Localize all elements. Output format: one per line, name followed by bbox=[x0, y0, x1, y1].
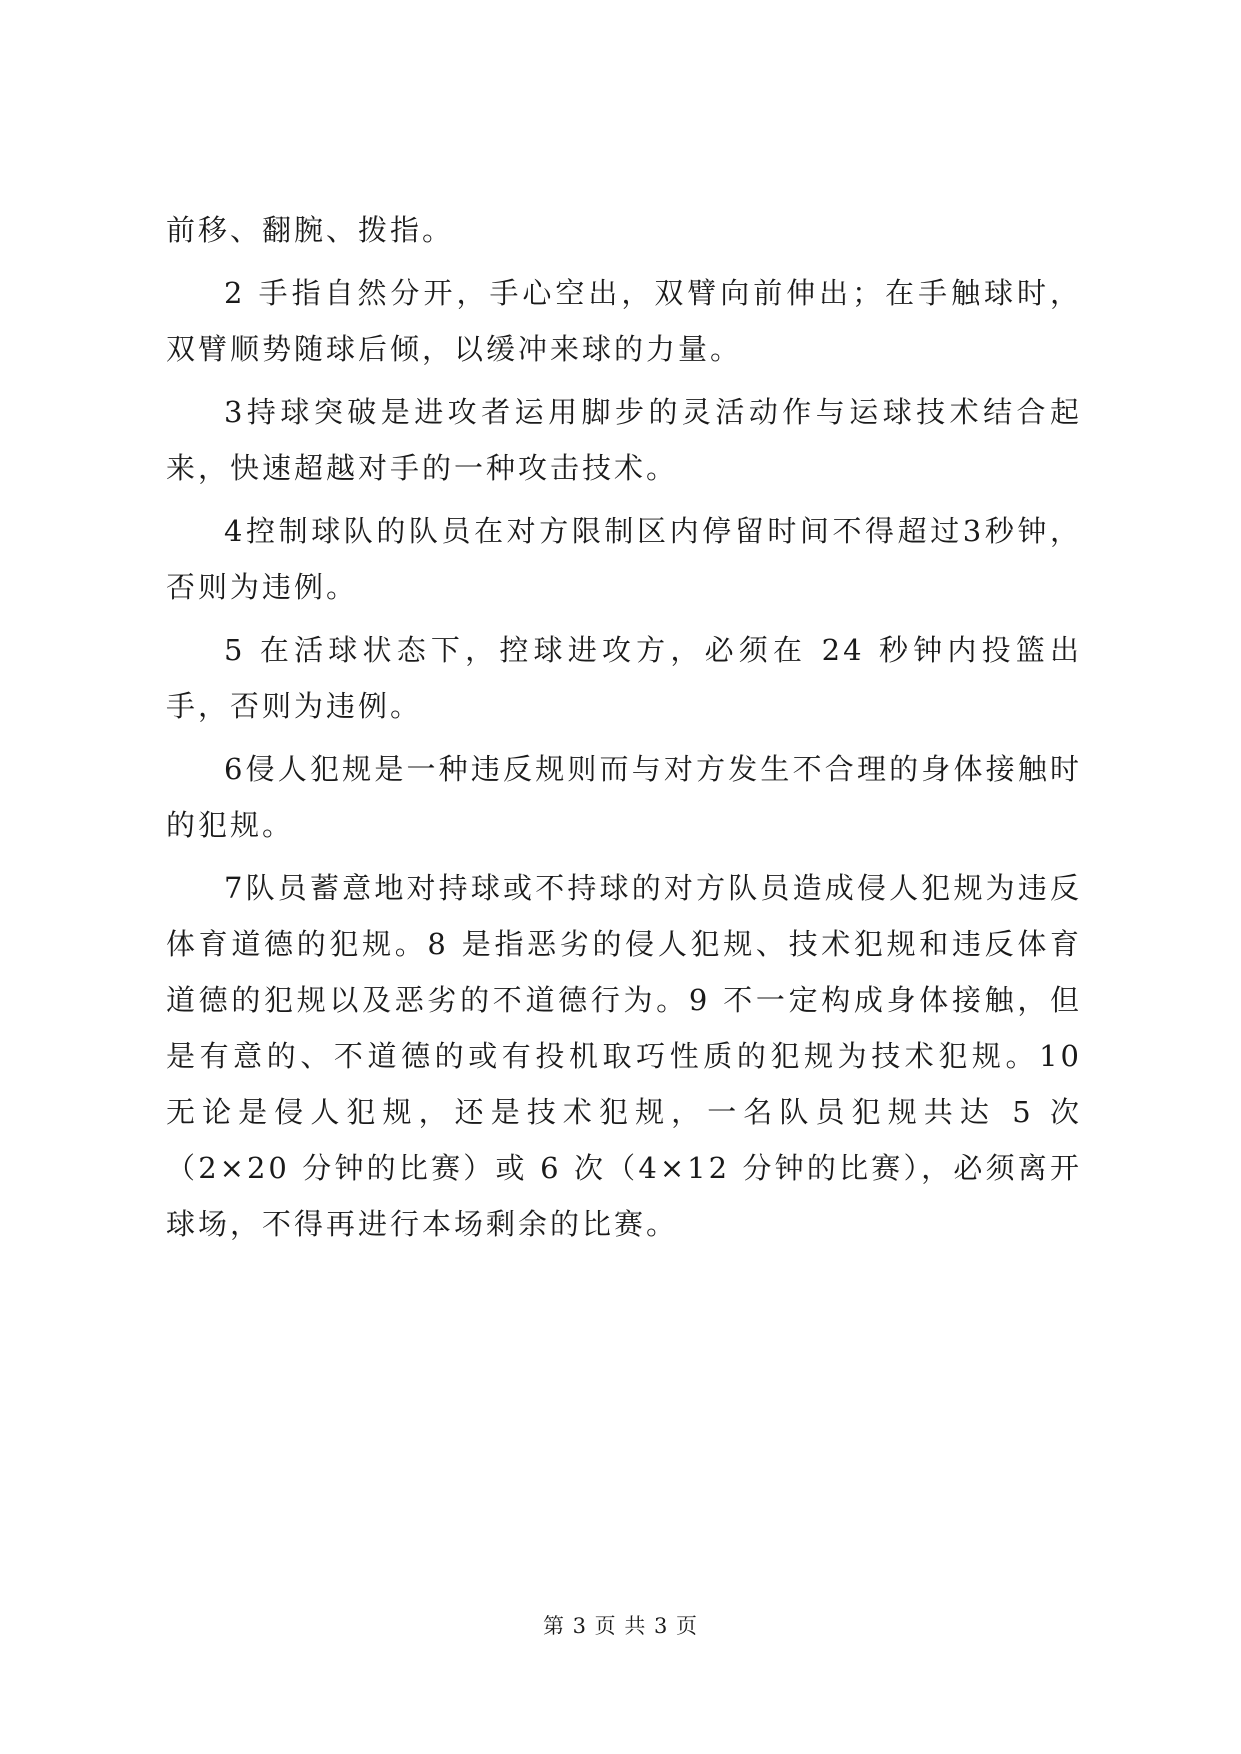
paragraph-5: 5 在活球状态下，控球进攻方，必须在 24 秒钟内投篮出手，否则为违例。 bbox=[166, 633, 1082, 723]
paragraph-7: 7队员蓄意地对持球或不持球的对方队员造成侵人犯规为违反体育道德的犯规。8 是指恶劣的侵人犯规、技术犯规和违反体育道德的犯规以及恶劣的不道德行为。9 不一定构成身体接触，但是有意的、不道德的或有投机取巧性质的犯规为技术犯规。10 无论是侵人犯规，还是技术犯规，一名队员犯规共达 5 次（2×20 分钟的比赛）或 6 次（4×12 分钟的比赛），必须离开球场，不得再进行本场剩余的比赛。 bbox=[166, 871, 1082, 1241]
paragraph-6: 6侵人犯规是一种违反规则而与对方发生不合理的身体接触时的犯规。 bbox=[166, 752, 1082, 842]
paragraph-4: 4控制球队的队员在对方限制区内停留时间不得超过3秒钟，否则为违例。 bbox=[166, 514, 1082, 604]
page-number-footer: 第 3 页 共 3 页 bbox=[542, 1614, 699, 1638]
document-body bbox=[166, 202, 1082, 1259]
paragraph-1: 前移、翻腕、拨指。 bbox=[166, 213, 455, 247]
paragraph-3: 3持球突破是进攻者运用脚步的灵活动作与运球技术结合起来，快速超越对手的一种攻击技术。 bbox=[166, 395, 1082, 485]
paragraph-2: 2 手指自然分开，手心空出，双臂向前伸出；在手触球时，双臂顺势随球后倾，以缓冲来球的力量。 bbox=[166, 276, 1082, 366]
